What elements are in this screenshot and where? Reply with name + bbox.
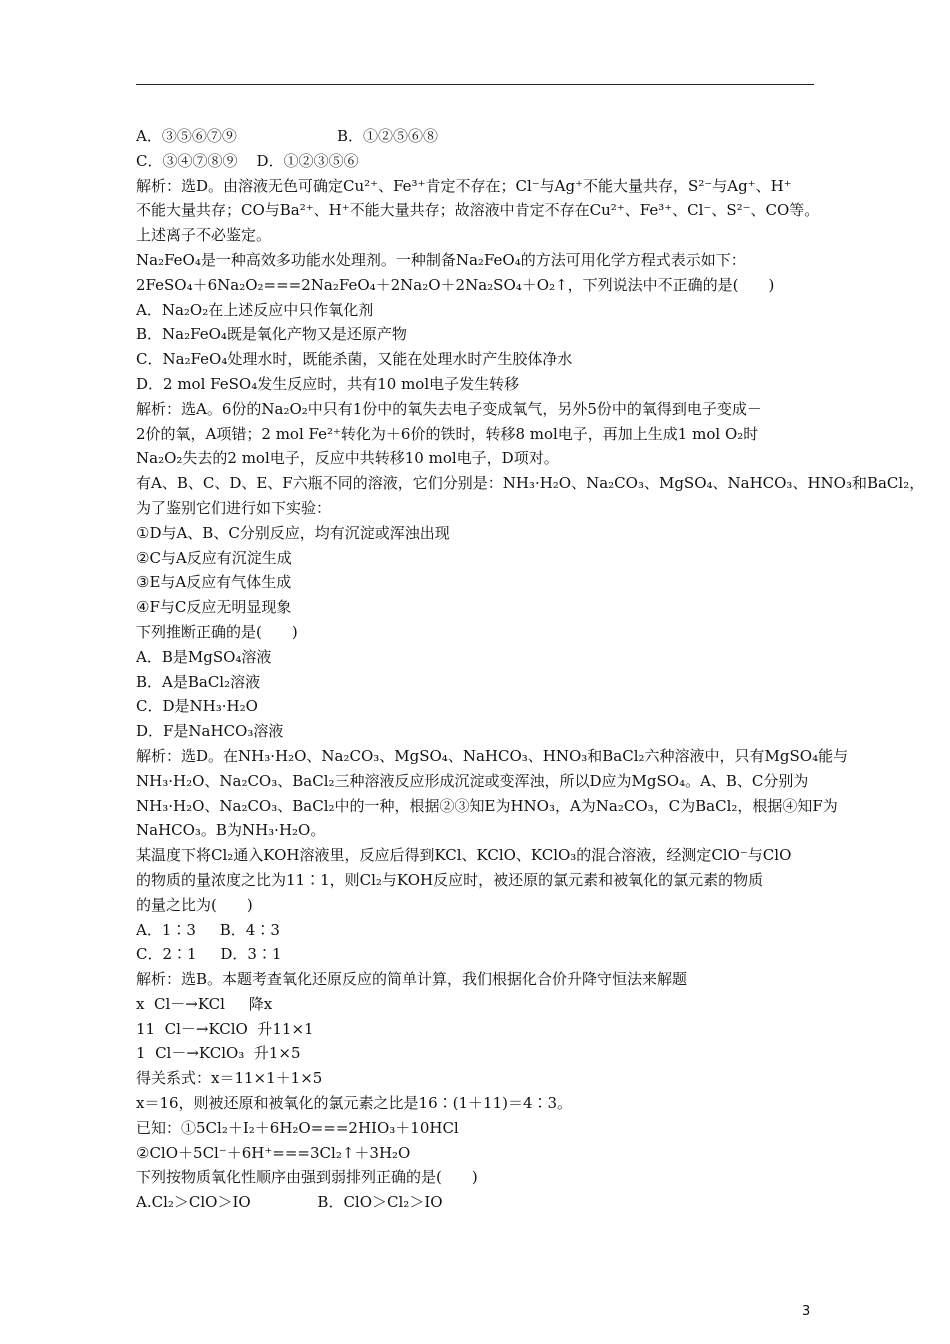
text-line: ③E与A反应有气体生成	[136, 573, 292, 592]
question-stem: 下列推断正确的是( )	[136, 622, 298, 641]
text-line: 解析：选A。6份的Na₂O₂中只有1份中的氧失去电子变成氧气，另外5份中的氧得到电子变成－	[136, 399, 762, 418]
text-line: 不能大量共存；CO与Ba²⁺、H⁺不能大量共存；故溶液中肯定不存在Cu²⁺、Fe³⁺、Cl⁻、S²⁻、CO等。	[136, 201, 820, 220]
question-stem: 已知：①5Cl₂＋I₂＋6H₂O===2HIO₃＋10HCl	[136, 1118, 459, 1137]
text-line: x＝16，则被还原和被氧化的氯元素之比是16∶(1＋11)＝4∶3。	[136, 1094, 573, 1113]
question-stem: 为了鉴别它们进行如下实验：	[136, 498, 332, 517]
text-line: C．③④⑦⑧⑨ D．①②③⑤⑥	[136, 151, 359, 170]
text-line: Na₂O₂失去的2 mol电子，反应中共转移10 mol电子，D项对。	[136, 449, 559, 468]
header-rule	[136, 84, 814, 85]
question-stem: 有A、B、C、D、E、F六瓶不同的溶液，它们分别是：NH₃·H₂O、Na₂CO₃、MgSO₄、NaHCO₃、HNO₃和BaCl₂，	[136, 474, 925, 493]
option-line: A．B是MgSO₄溶液	[136, 647, 272, 666]
question-stem: 的物质的量浓度之比为11∶1，则Cl₂与KOH反应时，被还原的氯元素和被氧化的氯元素的物质	[136, 870, 764, 889]
text-line: ①D与A、B、C分别反应，均有沉淀或浑浊出现	[136, 523, 450, 542]
option-line: B．A是BaCl₂溶液	[136, 672, 261, 691]
text-line: 得关系式：x＝11×1＋1×5	[136, 1069, 323, 1088]
document-body	[136, 124, 925, 1215]
option-line: C．Na₂FeO₄处理水时，既能杀菌，又能在处理水时产生胶体净水	[136, 350, 573, 369]
option-line: A.Cl₂＞ClO＞IO B．ClO＞Cl₂＞IO	[136, 1193, 443, 1212]
text-line: 1 Cl－→KClO₃ 升1×5	[136, 1044, 301, 1063]
option-line: C．2∶1 D．3∶1	[136, 945, 282, 964]
text-line: 11 Cl－→KClO 升11×1	[136, 1019, 314, 1038]
option-line: A．1∶3 B．4∶3	[136, 920, 280, 939]
option-line: A．Na₂O₂在上述反应中只作氧化剂	[136, 300, 374, 319]
question-stem: 2FeSO₄＋6Na₂O₂===2Na₂FeO₄＋2Na₂O＋2Na₂SO₄＋O₂↑，下列说法中不正确的是( )	[136, 275, 775, 294]
text-line: NaHCO₃。B为NH₃·H₂O。	[136, 821, 326, 840]
text-line: 解析：选D。由溶液无色可确定Cu²⁺、Fe³⁺肯定不存在；Cl⁻与Ag⁺不能大量共存，S²⁻与Ag⁺、H⁺	[136, 176, 792, 195]
question-stem: 下列按物质氧化性顺序由强到弱排列正确的是( )	[136, 1168, 478, 1187]
text-line: 上述离子不必鉴定。	[136, 226, 272, 245]
text-line: ④F与C反应无明显现象	[136, 598, 292, 617]
text-line: A．③⑤⑥⑦⑨ B．①②⑤⑥⑧	[136, 127, 438, 145]
option-line: D．F是NaHCO₃溶液	[136, 722, 284, 741]
page-number: 3	[802, 1304, 811, 1319]
question-stem: ②ClO＋5Cl⁻＋6H⁺===3Cl₂↑＋3H₂O	[136, 1143, 411, 1162]
option-line: B．Na₂FeO₄既是氧化产物又是还原产物	[136, 325, 407, 344]
text-line: NH₃·H₂O、Na₂CO₃、BaCl₂三种溶液反应形成沉淀或变浑浊，所以D应为MgSO₄。A、B、C分别为	[136, 771, 809, 790]
option-line: D．2 mol FeSO₄发生反应时，共有10 mol电子发生转移	[136, 374, 520, 393]
text-line: x Cl－→KCl 降x	[136, 994, 273, 1013]
text-line: 2价的氧，A项错；2 mol Fe²⁺转化为＋6价的铁时，转移8 mol电子，再加上生成1 mol O₂时	[136, 424, 759, 443]
option-line: C．D是NH₃·H₂O	[136, 697, 258, 716]
text-line: 解析：选D。在NH₃·H₂O、Na₂CO₃、MgSO₄、NaHCO₃、HNO₃和BaCl₂六种溶液中，只有MgSO₄能与	[136, 746, 849, 765]
text-line: NH₃·H₂O、Na₂CO₃、BaCl₂中的一种，根据②③知E为HNO₃，A为Na₂CO₃，C为BaCl₂，根据④知F为	[136, 796, 838, 815]
question-stem: 的量之比为( )	[136, 895, 253, 914]
question-stem: Na₂FeO₄是一种高效多功能水处理剂。一种制备Na₂FeO₄的方法可用化学方程式表示如下：	[136, 250, 746, 269]
text-line: ②C与A反应有沉淀生成	[136, 548, 292, 567]
question-stem: 某温度下将Cl₂通入KOH溶液里，反应后得到KCl、KClO、KClO₃的混合溶液，经测定ClO⁻与ClO	[136, 846, 792, 865]
text-line: 解析：选B。本题考查氧化还原反应的简单计算，我们根据化合价升降守恒法来解题	[136, 970, 688, 989]
